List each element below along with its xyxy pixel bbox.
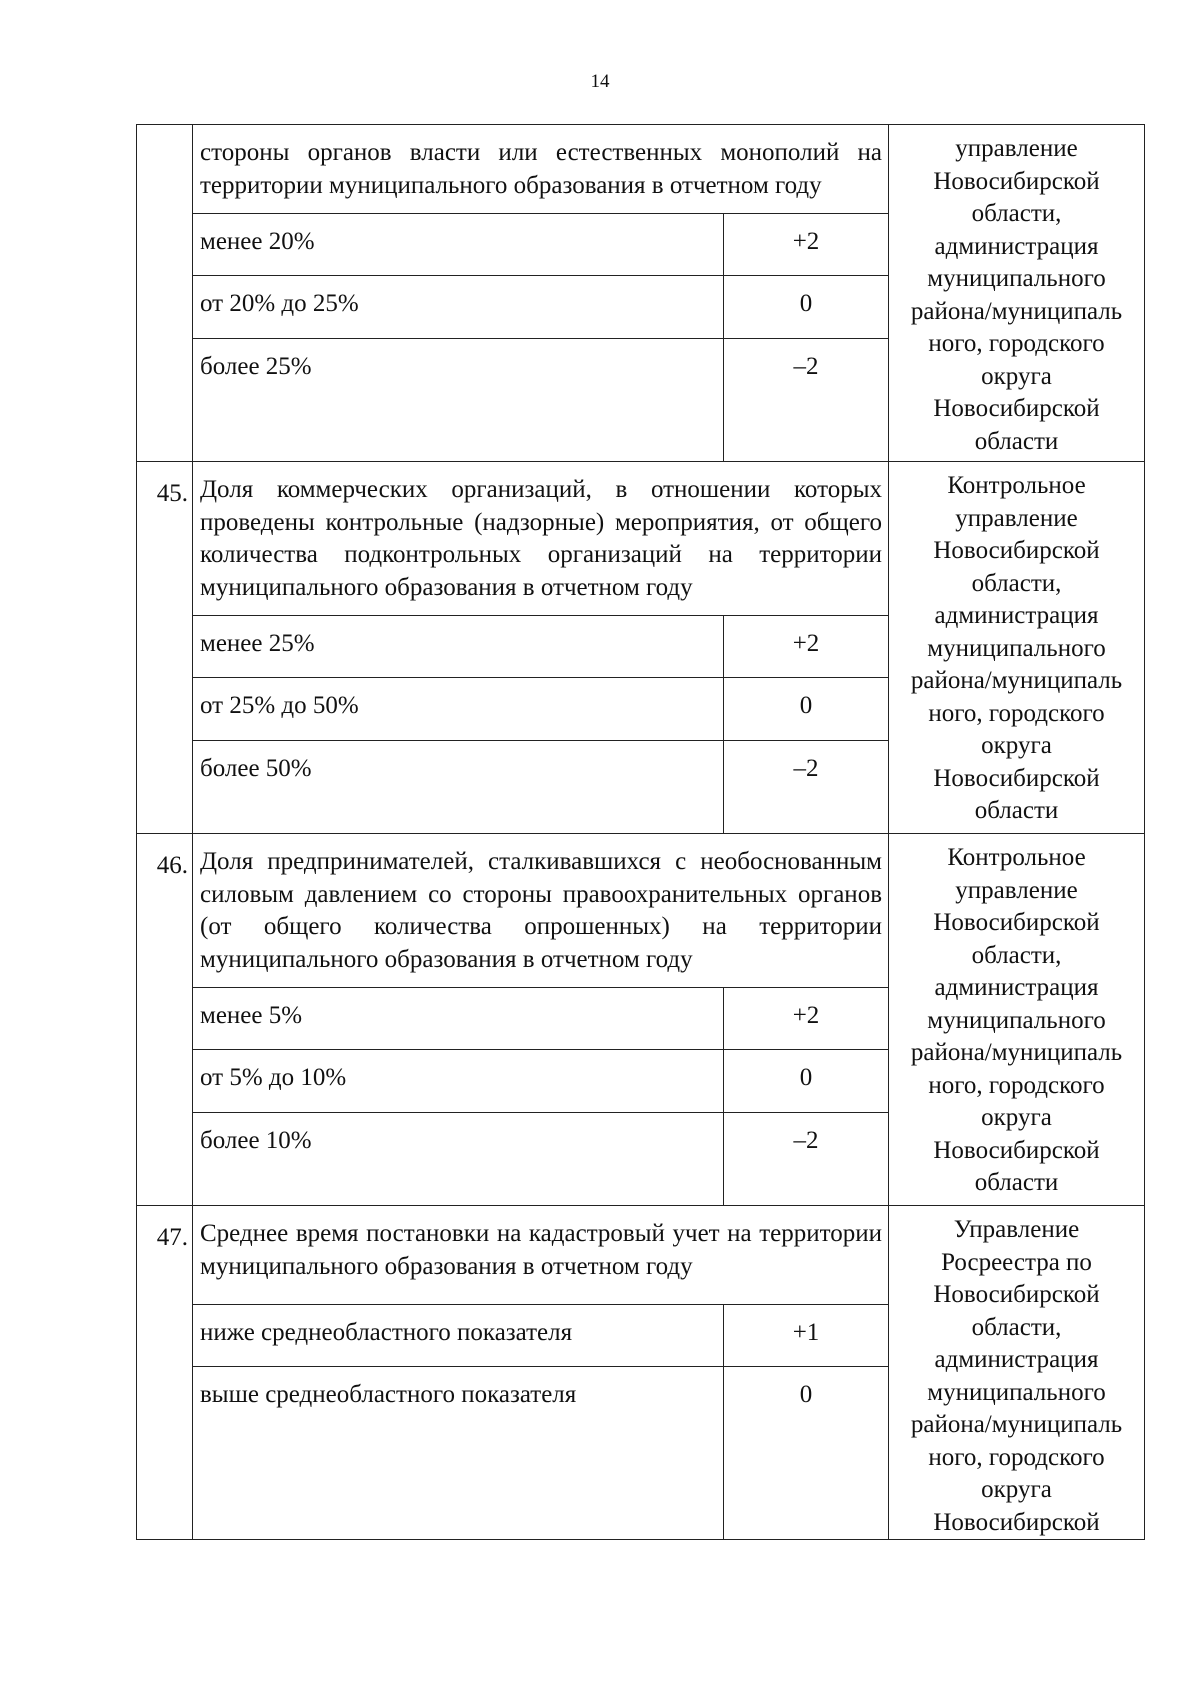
- agency-line: администрация: [934, 602, 1099, 629]
- agency-line: Новосибирской: [933, 1508, 1100, 1536]
- criterion-label: ниже среднеобластного показателя: [193, 1305, 724, 1367]
- agency-line: ного, городского: [928, 330, 1105, 357]
- agency-line: района/муниципаль: [910, 297, 1123, 325]
- agency-line: ного, городского: [928, 1443, 1105, 1471]
- agency-line: управление: [955, 504, 1078, 532]
- criterion-label: более 10%: [193, 1113, 724, 1206]
- agency-line: администрация: [934, 232, 1099, 260]
- responsible-agency: [889, 1206, 1145, 1540]
- responsible-agency: [889, 462, 1145, 834]
- agency-line: Новосибирской: [933, 395, 1100, 422]
- criterion-label: от 25% до 50%: [193, 678, 724, 741]
- agency-line: управление: [955, 876, 1078, 904]
- agency-line: Росреестра по: [941, 1248, 1092, 1276]
- agency-line: округа: [981, 1476, 1052, 1503]
- indicator-description: стороны органов власти или естественных монополий на территории муниципального образования в отчетном году: [193, 125, 889, 214]
- criterion-score: +2: [723, 214, 888, 276]
- agency-line: Новосибирской: [933, 1281, 1100, 1308]
- agency-line: области: [974, 797, 1059, 824]
- indicator-row: [137, 125, 1145, 214]
- agency-line: Управление: [953, 1216, 1080, 1243]
- agency-line: управление: [955, 135, 1078, 162]
- agency-line: области: [974, 1169, 1059, 1196]
- agency-line: ного, городского: [928, 1071, 1105, 1099]
- agency-line: ного, городского: [928, 699, 1105, 727]
- indicator-row: [137, 462, 1145, 616]
- criterion-score: –2: [723, 741, 888, 834]
- agency-line: администрация: [934, 1346, 1099, 1373]
- page-number: 14: [590, 71, 610, 92]
- indicator-description: Доля предпринимателей, сталкивавшихся с необоснованным силовым давлением со стороны правоохранительных органов (от общего количества опрошенных) на территории муниципального образования в отчетном году: [193, 834, 889, 988]
- agency-line: Новосибирской: [933, 1136, 1100, 1164]
- criterion-score: 0: [723, 1050, 888, 1113]
- criterion-label: более 25%: [193, 339, 724, 462]
- criterion-label: от 20% до 25%: [193, 276, 724, 339]
- indicator-number: 46.: [137, 834, 193, 1206]
- indicator-number: [137, 125, 193, 462]
- criterion-label: выше среднеобластного показателя: [193, 1367, 724, 1540]
- criterion-score: –2: [723, 1113, 888, 1206]
- indicator-number: 45.: [137, 462, 193, 834]
- agency-line: муниципального: [927, 1378, 1106, 1406]
- agency-line: округа: [981, 732, 1052, 759]
- criterion-score: 0: [723, 276, 888, 339]
- agency-line: муниципального: [927, 634, 1106, 662]
- indicator-row: [137, 1206, 1145, 1305]
- agency-line: Новосибирской: [933, 167, 1100, 195]
- criterion-label: более 50%: [193, 741, 724, 834]
- indicator-description: Доля коммерческих организаций, в отношении которых проведены контрольные (надзорные) мероприятия, от общего количества подконтрольных организаций на территории муниципального образования в отчетном году: [193, 462, 889, 616]
- agency-line: Новосибирской: [933, 909, 1100, 936]
- criterion-score: –2: [723, 339, 888, 462]
- agency-line: Контрольное: [947, 844, 1086, 871]
- indicator-number: 47.: [137, 1206, 193, 1540]
- agency-line: района/муниципаль: [910, 1039, 1123, 1066]
- criterion-label: менее 25%: [193, 616, 724, 678]
- agency-line: области,: [971, 569, 1062, 597]
- agency-line: области: [974, 427, 1059, 455]
- criterion-score: +2: [723, 616, 888, 678]
- agency-line: Новосибирской: [933, 537, 1100, 564]
- agency-line: Контрольное: [947, 472, 1086, 499]
- agency-line: района/муниципаль: [910, 1411, 1123, 1438]
- agency-line: муниципального: [927, 265, 1106, 292]
- criterion-score: +2: [723, 988, 888, 1050]
- indicator-description: Среднее время постановки на кадастровый учет на территории муниципального образования в отчетном году: [193, 1206, 889, 1305]
- criterion-label: менее 20%: [193, 214, 724, 276]
- criterion-label: менее 5%: [193, 988, 724, 1050]
- agency-line: Новосибирской: [933, 764, 1100, 792]
- agency-line: области,: [971, 1313, 1062, 1341]
- agency-line: администрация: [934, 974, 1099, 1001]
- agency-line: округа: [981, 362, 1052, 390]
- agency-line: области,: [971, 941, 1062, 969]
- agency-line: округа: [981, 1104, 1052, 1131]
- criterion-label: от 5% до 10%: [193, 1050, 724, 1113]
- criterion-score: +1: [723, 1305, 888, 1367]
- indicator-row: [137, 834, 1145, 988]
- criterion-score: 0: [723, 1367, 888, 1540]
- agency-line: муниципального: [927, 1006, 1106, 1034]
- responsible-agency: [889, 834, 1145, 1206]
- indicator-table: [136, 124, 1145, 1540]
- agency-line: района/муниципаль: [910, 667, 1123, 694]
- responsible-agency: [889, 125, 1145, 462]
- agency-line: области,: [971, 200, 1062, 227]
- criterion-score: 0: [723, 678, 888, 741]
